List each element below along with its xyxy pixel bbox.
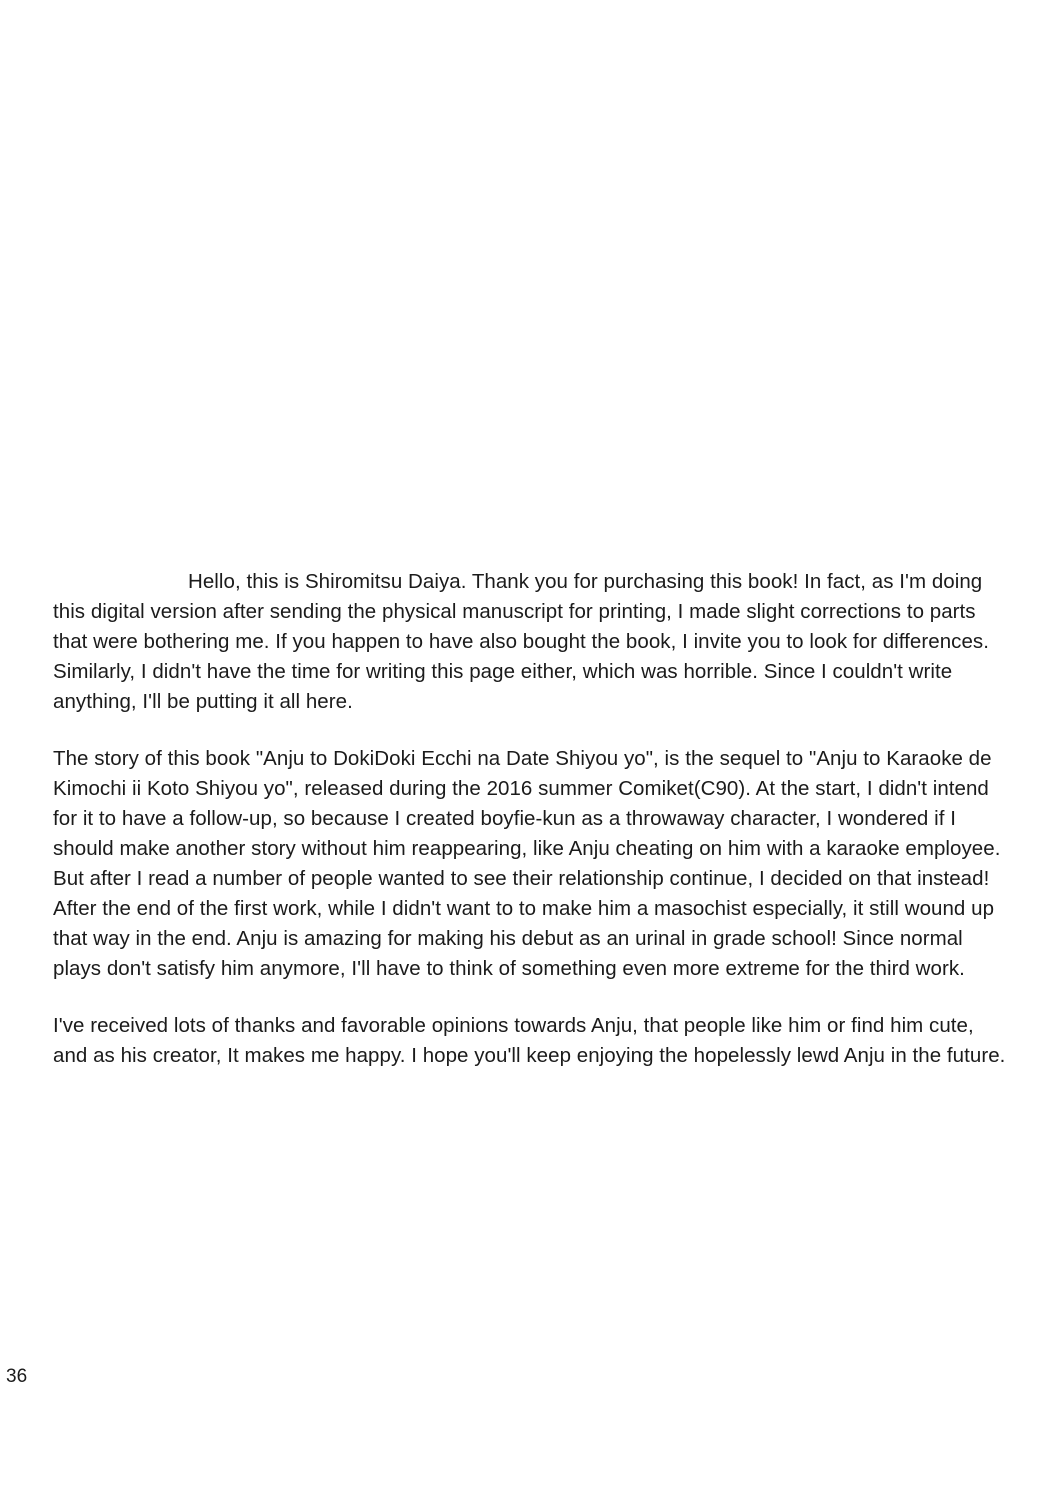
page-number: 36 <box>6 1366 28 1387</box>
afterword-paragraph-1: Hello, this is Shiromitsu Daiya. Thank you for purchasing this book! In fact, as I'm doing this digital version after sending the physical manuscript for printing, I made slight corrections to parts that were bothering me. If you happen to have also bought the book, I invite you to look for differences. Similarly, I didn't have the time for writing this page either, which was horrible. Since I couldn't write anything, I'll be putting it all here. <box>53 570 989 713</box>
afterword-text-block <box>53 567 1013 1071</box>
afterword-paragraph-3: I've received lots of thanks and favorable opinions towards Anju, that people like him or find him cute, and as his creator, It makes me happy. I hope you'll keep enjoying the hopelessly lewd Anju in the future. <box>53 1014 1006 1067</box>
afterword-paragraph-2: The story of this book "Anju to DokiDoki Ecchi na Date Shiyou yo", is the sequel to "Anju to Karaoke de Kimochi ii Koto Shiyou yo", released during the 2016 summer Comiket(C90). At the start, I didn't intend for it to have a follow-up, so because I created boyfie-kun as a throwaway character, I wondered if I should make another story without him reappearing, like Anju cheating on him with a karaoke employee. But after I read a number of people wanted to see their relationship continue, I decided on that instead! After the end of the first work, while I didn't want to to make him a masochist especially, it still wound up that way in the end. Anju is amazing for making his debut as an urinal in grade school! Since normal plays don't satisfy him anymore, I'll have to think of something even more extreme for the third work. <box>53 747 1001 980</box>
